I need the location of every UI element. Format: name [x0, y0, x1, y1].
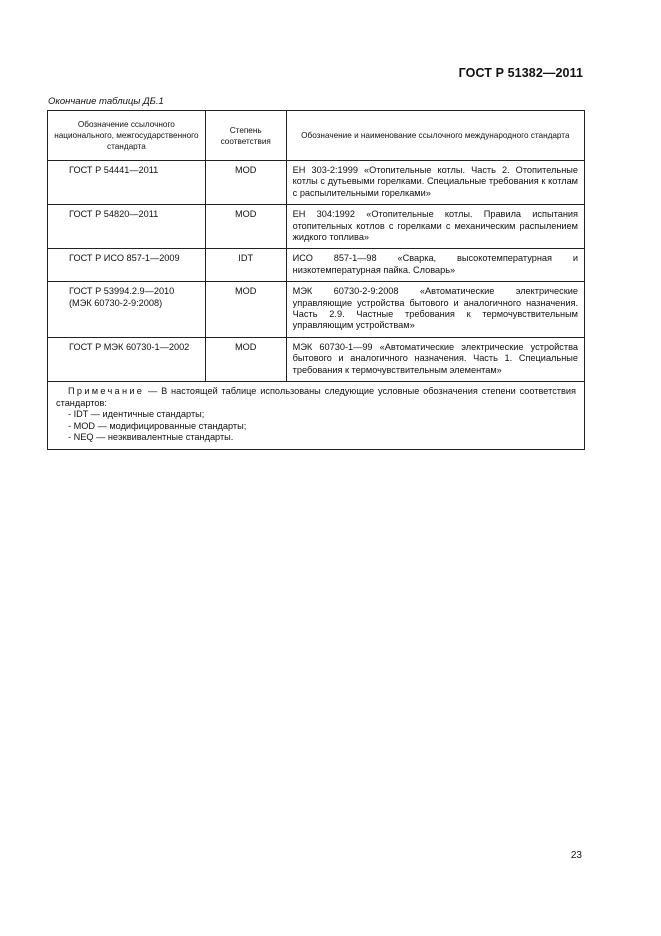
- degree-cell: IDT: [205, 249, 286, 282]
- note-item-neq: - NEQ — неэквивалентные стандарты.: [68, 432, 234, 443]
- table-row: [48, 337, 585, 381]
- table-caption: Окончание таблицы ДБ.1: [48, 96, 164, 107]
- column-header-national: Обозначение ссылочного национального, межгосударственного стандарта: [48, 111, 206, 161]
- standards-table: [47, 110, 585, 450]
- column-header-degree: Степень соответствия: [205, 111, 286, 161]
- national-standard-cell: ГОСТ Р МЭК 60730-1—2002: [48, 337, 206, 381]
- table-row: [48, 282, 585, 338]
- international-standard-cell: ЕН 303-2:1999 «Отопительные котлы. Часть 2. Отопительные котлы с дутьевыми горелками. Специальные требования к котлам с распылительными горелками»: [286, 161, 584, 205]
- note-item-idt: - IDT — идентичные стандарты;: [68, 409, 205, 420]
- international-standard-cell: МЭК 60730-2-9:2008 «Автоматические электрические управляющие устройства бытового и аналогичного назначения. Часть 2.9. Частные требования к термочувствительным управляющим устройствам»: [286, 282, 584, 338]
- note-intro: [56, 386, 576, 409]
- international-standard-cell: ИСО 857-1—98 «Сварка, высокотемпературная и низкотемпературная пайка. Словарь»: [286, 249, 584, 282]
- note-label: Примечание: [68, 386, 145, 397]
- degree-cell: MOD: [205, 161, 286, 205]
- note-text: — В настоящей таблице использованы следующие условные обозначения степени соответствия стандартов:: [56, 386, 576, 408]
- national-standard-cell: ГОСТ Р 53994.2.9—2010 (МЭК 60730-2-9:2008): [48, 282, 206, 338]
- column-header-international: Обозначение и наименование ссылочного международного стандарта: [286, 111, 584, 161]
- table-row: [48, 161, 585, 205]
- table-note-row: [48, 382, 585, 450]
- degree-cell: MOD: [205, 205, 286, 249]
- national-standard-cell: ГОСТ Р 54820—2011: [48, 205, 206, 249]
- document-code: ГОСТ Р 51382—2011: [458, 66, 583, 80]
- degree-cell: MOD: [205, 337, 286, 381]
- page-number: 23: [570, 850, 582, 861]
- table-row: [48, 249, 585, 282]
- international-standard-cell: ЕН 304:1992 «Отопительные котлы. Правила испытания отопительных котлов с горелками с механическим распылением жидкого топлива»: [286, 205, 584, 249]
- national-standard-cell: ГОСТ Р ИСО 857-1—2009: [48, 249, 206, 282]
- table-note: [48, 382, 585, 450]
- table-header-row: [48, 111, 585, 161]
- international-standard-cell: МЭК 60730-1—99 «Автоматические электрические устройства бытового и аналогичного назначения. Часть 1. Специальные требования к термочувствительным элементам»: [286, 337, 584, 381]
- degree-cell: MOD: [205, 282, 286, 338]
- national-standard-cell: ГОСТ Р 54441—2011: [48, 161, 206, 205]
- table-row: [48, 205, 585, 249]
- note-item-mod: - MOD — модифицированные стандарты;: [68, 420, 247, 431]
